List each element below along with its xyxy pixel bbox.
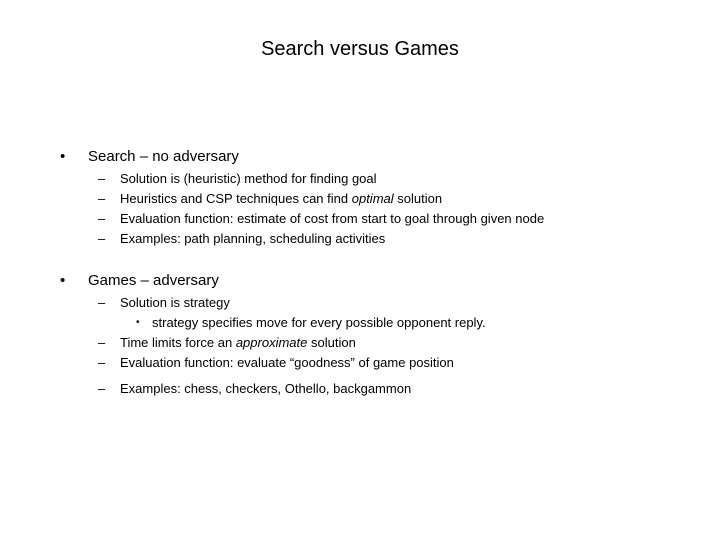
list-item-text: Solution is strategy [120,295,230,310]
bullet-search-heading: Search – no adversary [88,148,239,165]
dash-icon: – [98,171,106,186]
dash-icon: – [98,191,106,206]
text-run: solution [393,191,443,206]
list-item-text: Examples: path planning, scheduling activities [120,231,386,246]
dash-icon: – [98,355,106,370]
text-run: Heuristics and CSP techniques can find [120,191,352,206]
text-run: Time limits force an [120,335,236,350]
emphasis-text: approximate [235,335,308,350]
list-item-text [120,334,356,352]
bullet-games-heading: Games – adversary [88,272,219,289]
dash-icon: – [98,335,106,350]
bullet-icon: • [60,148,66,165]
list-item-text [120,190,442,208]
dash-icon: – [98,231,106,246]
dash-icon: – [98,381,106,396]
list-item-text: Examples: chess, checkers, Othello, backgammon [120,381,412,396]
dash-icon: – [98,211,106,226]
list-item-text: Evaluation function: estimate of cost from start to goal through given node [120,211,545,226]
emphasis-text: optimal [351,191,394,206]
list-item-text: Evaluation function: evaluate “goodness” of game position [120,355,454,370]
text-run: solution [307,335,356,350]
list-item-text: Solution is (heuristic) method for finding goal [120,171,377,186]
dash-icon: – [98,295,106,310]
sub-list-item-text: strategy specifies move for every possible opponent reply. [152,315,486,330]
bullet-icon: • [60,272,66,289]
bullet-icon: • [136,317,140,328]
slide-title: Search versus Games [261,38,459,60]
